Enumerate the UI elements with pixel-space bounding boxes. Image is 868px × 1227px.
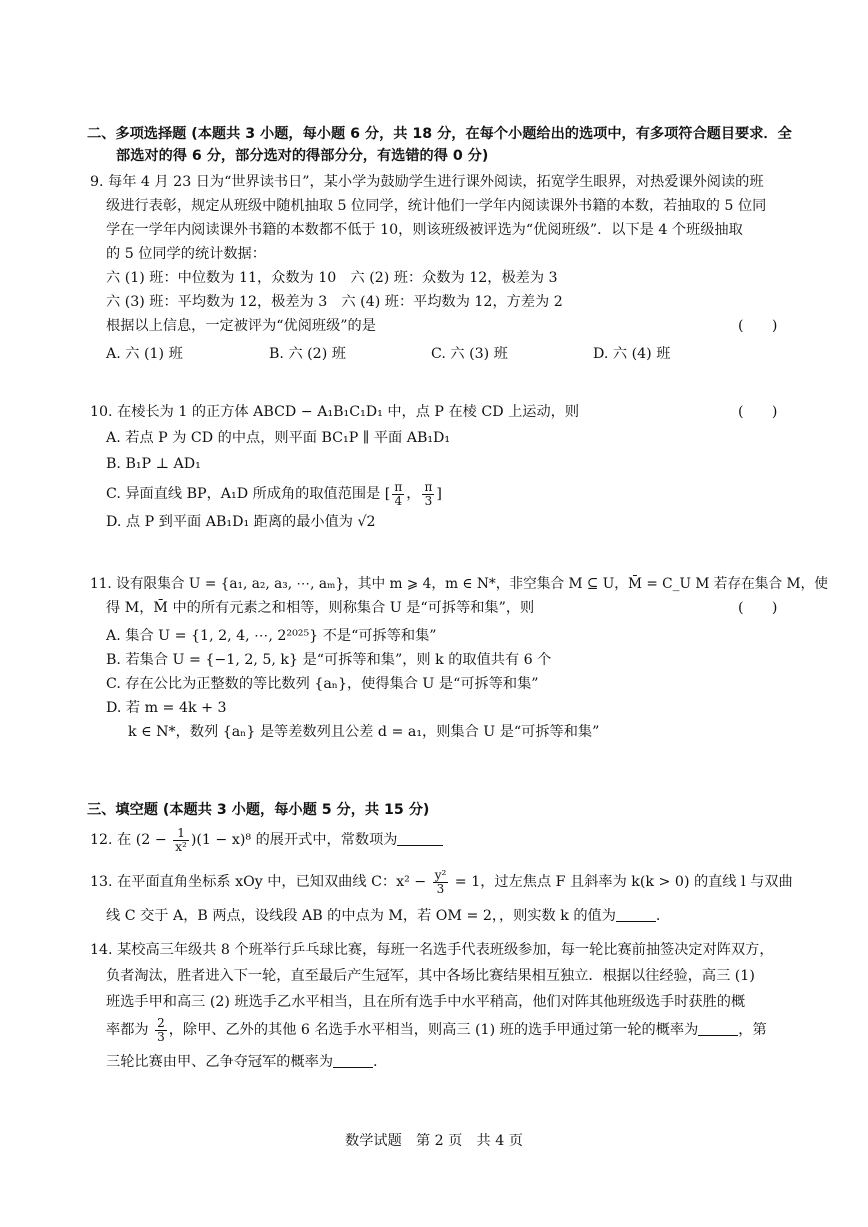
q13-line-1: [90, 864, 793, 900]
q14-line-3: 班选手甲和高三 (2) 班选手乙水平相当，且在所有选手中水平稍高，他们对阵其他班级选手时获胜的概: [106, 994, 746, 1010]
q12-fraction: [173, 827, 189, 854]
q14-line-4-pre: 率都为: [106, 1022, 154, 1038]
q14-line-2: 负者淘汰，胜者进入下一轮，直至最后产生冠军，其中各场比赛结果相互独立．根据以往经验，高三 (1): [106, 968, 755, 984]
q13-fraction: [433, 869, 449, 896]
q10-option-b: B. B₁P ⊥ AD₁: [106, 456, 201, 472]
q10-answer-paren: ( ): [738, 404, 778, 420]
q10-fraction-pi-3: [422, 481, 434, 508]
q10-option-c-text: C. 异面直线 BP，A₁D 所成角的取值范围是 [: [106, 486, 391, 502]
q10-frac2-numerator: π: [424, 479, 433, 494]
q12-text-pre: 12. 在 (2 −: [90, 832, 172, 848]
q10-frac1-denominator: 4: [394, 493, 403, 508]
q13-text-post: = 1，过左焦点 F 且斜率为 k(k > 0) 的直线 l 与双曲: [450, 874, 793, 890]
q11-option-c: C. 存在公比为正整数的等比数列 {aₙ}，使得集合 U 是“可拆等和集”: [106, 676, 539, 692]
q14-frac-numerator: 2: [157, 1015, 165, 1030]
q14-line-5: [106, 1052, 378, 1072]
q9-option-b: B. 六 (2) 班: [269, 346, 346, 362]
q13-answer-blank[interactable]: [616, 907, 656, 922]
q10-option-c: [106, 478, 442, 510]
q13-line-2-end: .: [655, 908, 661, 924]
q14-line-4: [106, 1012, 767, 1048]
q13-text-pre: 13. 在平面直角坐标系 xOy 中，已知双曲线 C：x² −: [90, 874, 431, 890]
q13-frac-denominator: 3: [436, 881, 445, 896]
q9-line-6: 六 (3) 班：平均数为 12，极差为 3 六 (4) 班：平均数为 12，方差为 2: [106, 294, 563, 310]
q9-option-c: C. 六 (3) 班: [431, 346, 508, 362]
q10-frac2-denominator: 3: [424, 493, 433, 508]
q12-answer-blank[interactable]: [397, 831, 443, 846]
q10-option-c-close: ]: [436, 486, 442, 502]
q13-line-2-text: 线 C 交于 A，B 两点，设线段 AB 的中点为 M，若 OM = 2，，则实数 k 的值为: [106, 908, 616, 924]
q14-fraction: [155, 1017, 167, 1044]
q11-option-d-line-2: k ∈ N*，数列 {aₙ} 是等差数列且公差 d = a₁，则集合 U 是“可拆等和集”: [128, 724, 600, 740]
q9-line-5: 六 (1) 班：中位数为 11，众数为 10 六 (2) 班：众数为 12，极差为 3: [106, 270, 558, 286]
q10-fraction-pi-4: [392, 481, 404, 508]
q14-answer-blank-2[interactable]: [333, 1053, 373, 1068]
q11-option-b: B. 若集合 U = {−1, 2, 5, k} 是“可拆等和集”，则 k 的取值共有 6 个: [106, 652, 552, 668]
q12-text-post: )(1 − x)⁸ 的展开式中，常数项为: [190, 832, 398, 848]
q11-answer-paren: ( ): [738, 600, 778, 616]
q9-option-d: D. 六 (4) 班: [593, 346, 671, 362]
q9-line-2: 级进行表彰，规定从班级中随机抽取 5 位同学，统计他们一学年内阅读课外书籍的本数，若抽取的 5 位同: [106, 198, 767, 214]
q10-option-d: D. 点 P 到平面 AB₁D₁ 距离的最小值为 √2: [106, 514, 376, 530]
q14-line-1: 14. 某校高三年级共 8 个班举行乒乓球比赛，每班一名选手代表班级参加，每一轮比赛前抽签决定对阵双方，: [90, 942, 774, 958]
q10-option-c-sep: ，: [406, 486, 421, 502]
q14-frac-denominator: 3: [157, 1029, 165, 1044]
q9-line-4: 的 5 位同学的统计数据：: [106, 246, 266, 262]
q9-option-a: A. 六 (1) 班: [106, 346, 183, 362]
q14-line-5-end: .: [373, 1054, 378, 1070]
q14-line-4-mid: ，除甲、乙外的其他 6 名选手水平相当，则高三 (1) 班的选手甲通过第一轮的概率为: [168, 1022, 699, 1038]
q10-stem: 10. 在棱长为 1 的正方体 ABCD − A₁B₁C₁D₁ 中，点 P 在棱 CD 上运动，则: [90, 404, 580, 420]
question-12: [90, 822, 443, 858]
q12-frac-numerator: 1: [173, 827, 189, 841]
q11-option-a: A. 集合 U = {1, 2, 4, ⋯, 2²⁰²⁵} 不是“可拆等和集”: [106, 628, 437, 644]
q11-line-2: 得 M，M̄ 中的所有元素之和相等，则称集合 U 是“可拆等和集”，则: [106, 600, 535, 616]
q10-frac1-numerator: π: [394, 479, 403, 494]
section-3-heading: 三、填空题 (本题共 3 小题，每小题 5 分，共 15 分): [87, 802, 430, 818]
q10-option-a: A. 若点 P 为 CD 的中点，则平面 BC₁P ∥ 平面 AB₁D₁: [106, 430, 451, 446]
q11-line-1: 11. 设有限集合 U = {a₁, a₂, a₃, ⋯, aₘ}，其中 m ⩾ 4，m ∈ N*，非空集合 M ⊆ U，M̄ = C_U M 若存在集合 M，使: [90, 576, 828, 592]
q9-line-1: 9. 每年 4 月 23 日为“世界读书日”，某小学为鼓励学生进行课外阅读，拓宽学生眼界，对热爱课外阅读的班: [90, 174, 764, 190]
q9-line-7: 根据以上信息，一定被评为“优阅班级”的是: [106, 318, 376, 334]
q11-option-d-line-1: D. 若 m = 4k + 3: [106, 700, 227, 716]
q9-answer-paren: ( ): [738, 318, 778, 334]
q14-line-4-end: ，第: [738, 1022, 767, 1038]
q12-frac-denominator: x²: [175, 839, 187, 854]
section-2-heading-line-1: 二、多项选择题 (本题共 3 小题，每小题 6 分，共 18 分，在每个小题给出的选项中，有多项符合题目要求．全: [87, 126, 792, 142]
q13-line-2: [106, 906, 660, 926]
q9-line-3: 学在一学年内阅读课外书籍的本数都不低于 10，则该班级被评选为“优阅班级”．以下是 4 个班级抽取: [106, 222, 743, 238]
q14-line-5-text: 三轮比赛由甲、乙争夺冠军的概率为: [106, 1054, 334, 1070]
q14-answer-blank-1[interactable]: [698, 1021, 738, 1036]
section-2-heading-line-2: 部选对的得 6 分，部分选对的得部分分，有选错的得 0 分): [116, 148, 489, 164]
q13-frac-numerator: y²: [434, 867, 447, 882]
page-footer: 数学试题 第 2 页 共 4 页: [345, 1133, 523, 1149]
